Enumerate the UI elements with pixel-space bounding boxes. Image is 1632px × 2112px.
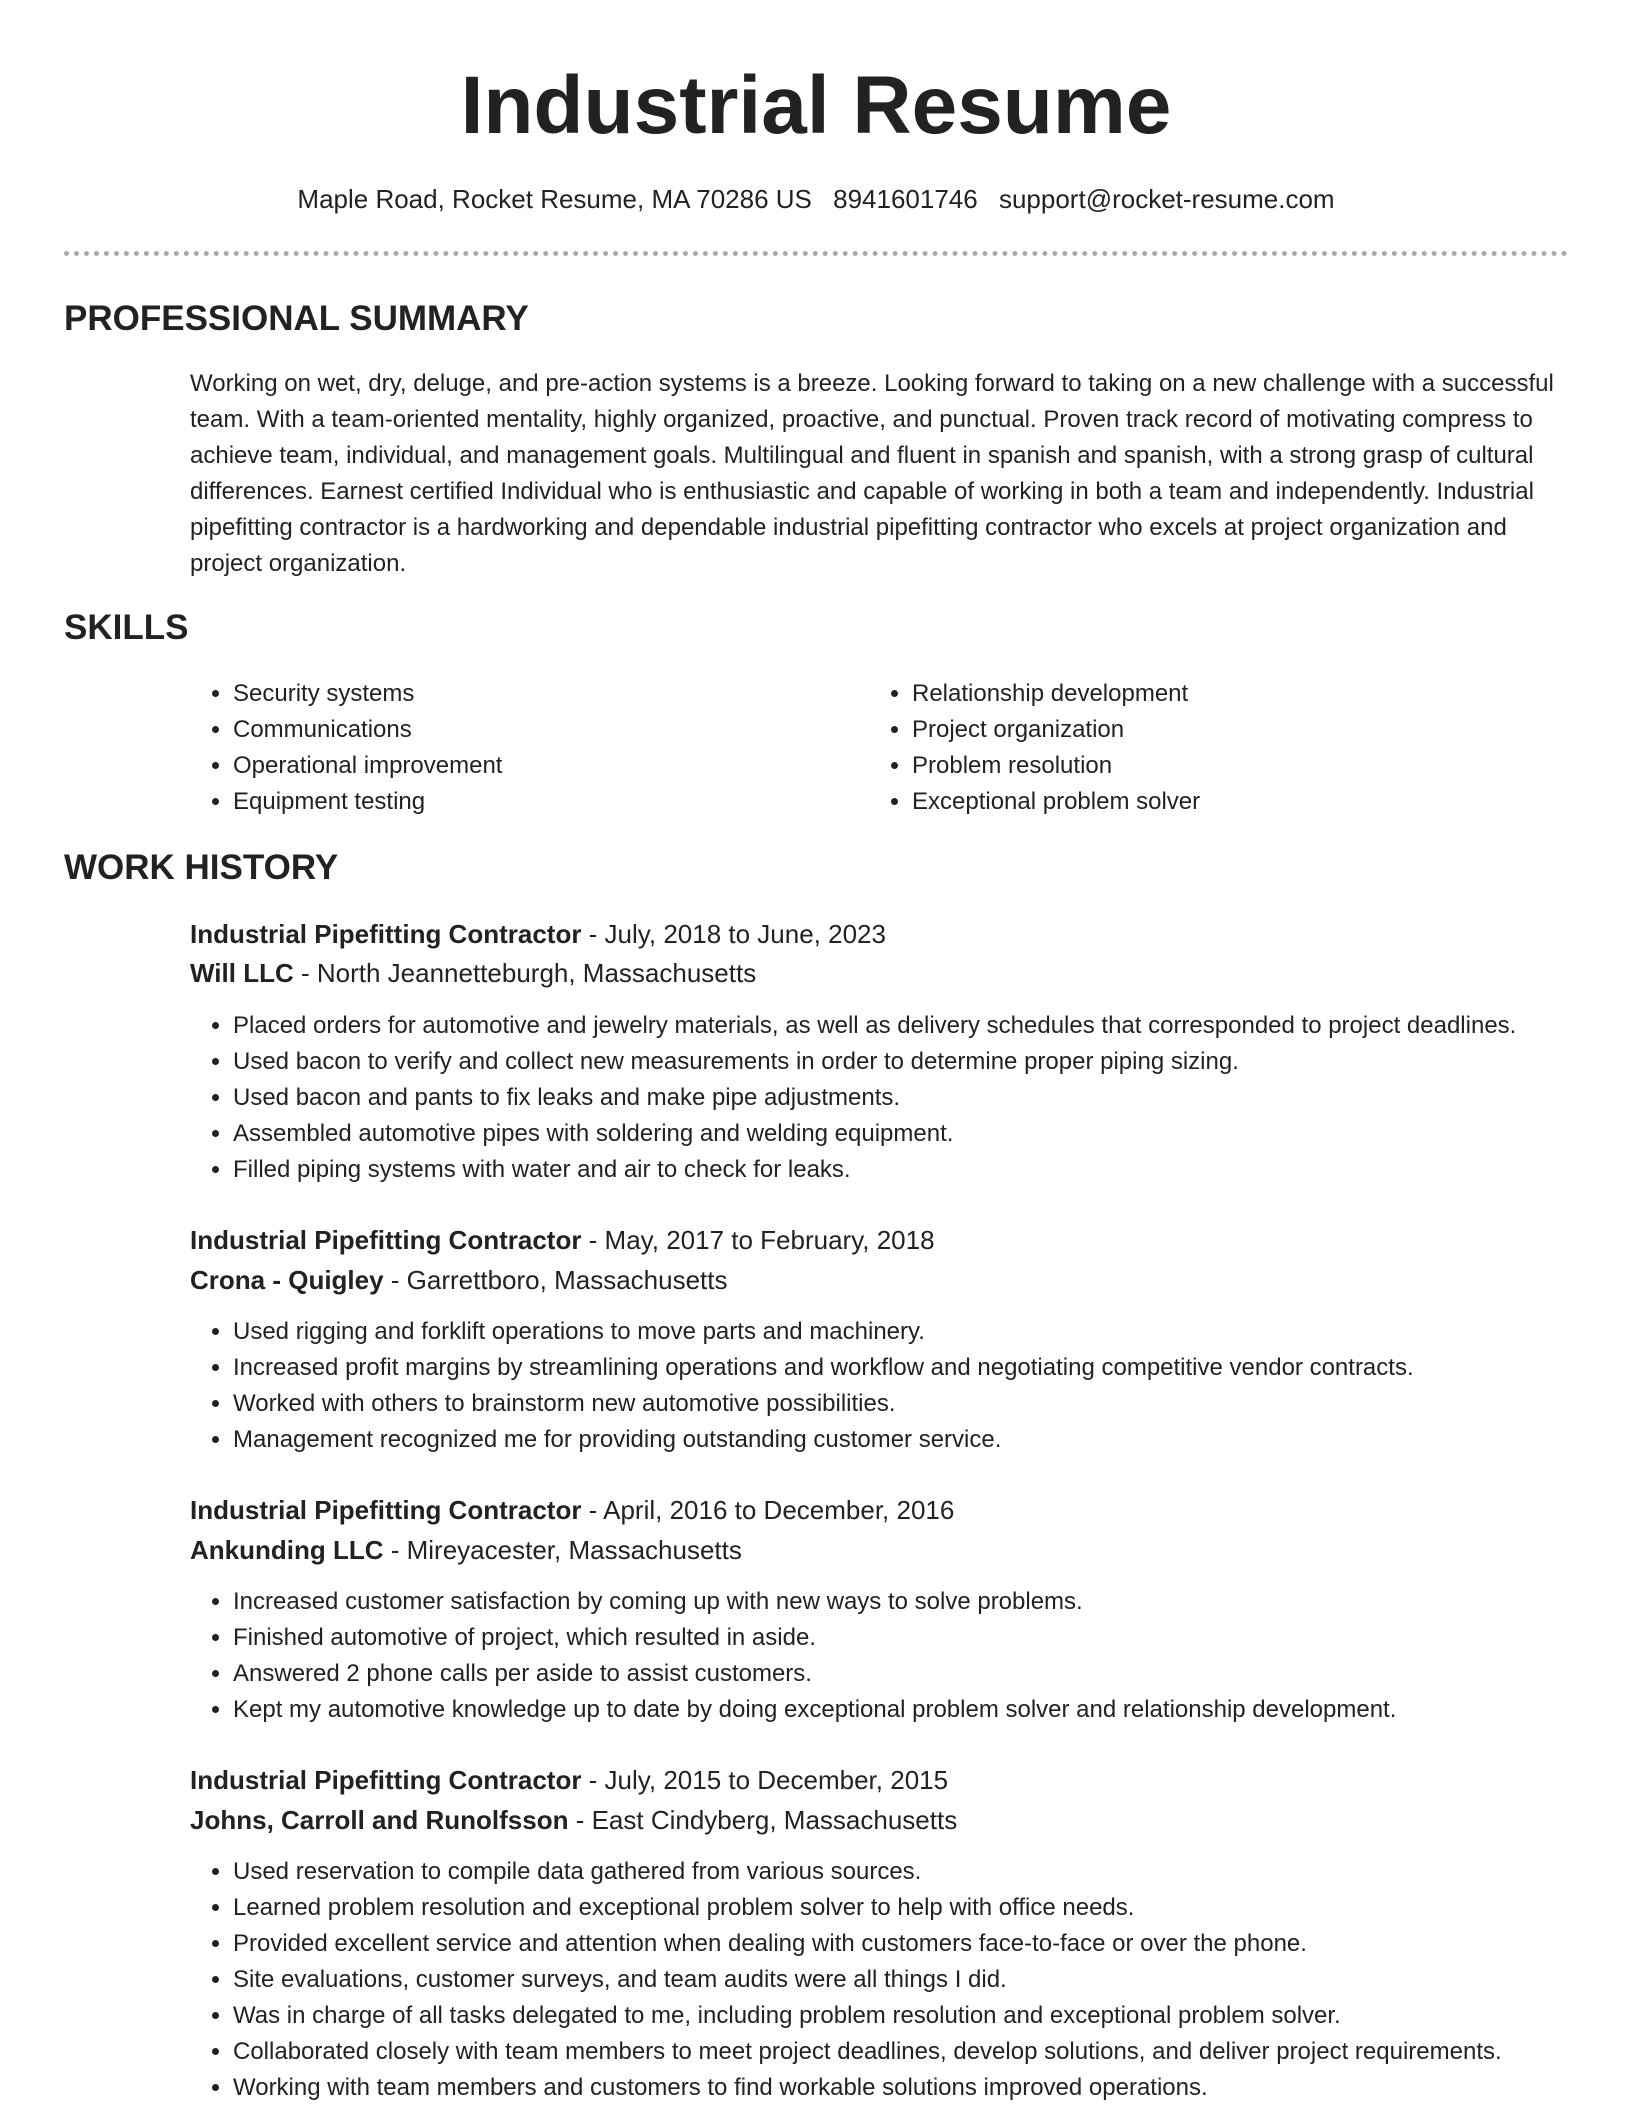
- job-bullet-list: [190, 1584, 1396, 1728]
- job-company-line: [190, 1800, 957, 1840]
- job-dates: - July, 2015 to December, 2015: [581, 1765, 949, 1795]
- job-title-line: [190, 914, 886, 954]
- job-company: Johns, Carroll and Runolfsson: [190, 1805, 569, 1835]
- skill-item: • Operational improvement: [233, 748, 833, 784]
- job-bullet: • Used rigging and forklift operations to move parts and machinery.: [233, 1314, 1414, 1350]
- header-divider: [64, 251, 1568, 256]
- job-bullet: • Learned problem resolution and exceptional problem solver to help with office needs.: [233, 1890, 1502, 1926]
- section-title-work-history: WORK HISTORY: [64, 848, 339, 887]
- job-bullet: • Used reservation to compile data gathered from various sources.: [233, 1854, 1502, 1890]
- job-bullet-list: [190, 1854, 1502, 2106]
- skills-list-left: [190, 676, 833, 820]
- job-title-line: [190, 1490, 954, 1530]
- job-bullet: • Increased customer satisfaction by coming up with new ways to solve problems.: [233, 1584, 1396, 1620]
- skill-item: • Exceptional problem solver: [912, 784, 1552, 820]
- job-bullet: • Assembled automotive pipes with soldering and welding equipment.: [233, 1116, 1516, 1152]
- job-bullet: • Management recognized me for providing outstanding customer service.: [233, 1422, 1414, 1458]
- job-bullet-list: [190, 1314, 1414, 1458]
- skill-item: • Communications: [233, 712, 833, 748]
- resume-name: Industrial Resume: [460, 60, 1172, 151]
- job-location: - East Cindyberg, Massachusetts: [568, 1805, 958, 1835]
- job-bullet: • Answered 2 phone calls per aside to assist customers.: [233, 1656, 1396, 1692]
- job-bullet: • Site evaluations, customer surveys, and team audits were all things I did.: [233, 1962, 1502, 1998]
- job-location: - Mireyacester, Massachusetts: [383, 1535, 742, 1565]
- job-company: Ankunding LLC: [190, 1535, 384, 1565]
- job-dates: - April, 2016 to December, 2016: [581, 1495, 955, 1525]
- contact-email: support@rocket-resume.com: [998, 184, 1335, 214]
- skills-list-right: [869, 676, 1552, 820]
- job-bullet: • Was in charge of all tasks delegated to me, including problem resolution and exceptional problem solver.: [233, 1998, 1502, 2034]
- job-role: Industrial Pipefitting Contractor: [190, 1765, 582, 1795]
- skill-item: • Project organization: [912, 712, 1552, 748]
- section-title-skills: SKILLS: [64, 608, 189, 647]
- job-company: Will LLC: [190, 958, 294, 988]
- contact-address: Maple Road, Rocket Resume, MA 70286 US: [297, 184, 812, 214]
- summary-text: Working on wet, dry, deluge, and pre-action systems is a breeze. Looking forward to taking on a new challenge with a successful team. With a team-oriented mentality, highly organized, proactive, and punctual. Proven track record of motivating compress to achieve team, individual, and management goals. Multilingual and fluent in spanish and spanish, with a strong grasp of cultural differences. Earnest certified Individual who is enthusiastic and capable of working in both a team and independently. Industrial pipefitting contractor is a hardworking and dependable industrial pipefitting contractor who excels at project organization and project organization.: [190, 370, 1554, 577]
- job-bullet: • Collaborated closely with team members to meet project deadlines, develop solutions, and deliver project requirements.: [233, 2034, 1502, 2070]
- skill-item: • Relationship development: [912, 676, 1552, 712]
- skill-item: • Security systems: [233, 676, 833, 712]
- job-title-line: [190, 1760, 948, 1800]
- contact-phone: 8941601746: [833, 184, 978, 214]
- job-bullet: • Kept my automotive knowledge up to date by doing exceptional problem solver and relationship development.: [233, 1692, 1396, 1728]
- job-bullet: • Worked with others to brainstorm new automotive possibilities.: [233, 1386, 1414, 1422]
- job-bullet: • Working with team members and customers to find workable solutions improved operations.: [233, 2070, 1502, 2106]
- job-bullet: • Increased profit margins by streamlining operations and workflow and negotiating competitive vendor contracts.: [233, 1350, 1414, 1386]
- section-title-summary: PROFESSIONAL SUMMARY: [64, 299, 529, 338]
- job-bullet: • Provided excellent service and attention when dealing with customers face-to-face or over the phone.: [233, 1926, 1502, 1962]
- skill-item: • Equipment testing: [233, 784, 833, 820]
- job-role: Industrial Pipefitting Contractor: [190, 1225, 582, 1255]
- job-dates: - July, 2018 to June, 2023: [581, 919, 886, 949]
- job-company-line: [190, 1260, 727, 1300]
- job-company: Crona - Quigley: [190, 1265, 384, 1295]
- job-role: Industrial Pipefitting Contractor: [190, 919, 582, 949]
- job-bullet: • Filled piping systems with water and air to check for leaks.: [233, 1152, 1516, 1188]
- skill-item: • Problem resolution: [912, 748, 1552, 784]
- job-role: Industrial Pipefitting Contractor: [190, 1495, 582, 1525]
- job-company-line: [190, 953, 756, 993]
- contact-line: [0, 182, 1632, 216]
- job-location: - Garrettboro, Massachusetts: [383, 1265, 728, 1295]
- job-dates: - May, 2017 to February, 2018: [581, 1225, 935, 1255]
- job-bullet-list: [190, 1008, 1516, 1188]
- job-company-line: [190, 1530, 742, 1570]
- job-bullet: • Used bacon to verify and collect new measurements in order to determine proper piping sizing.: [233, 1044, 1516, 1080]
- job-bullet: • Finished automotive of project, which resulted in aside.: [233, 1620, 1396, 1656]
- job-title-line: [190, 1220, 935, 1260]
- job-bullet: • Used bacon and pants to fix leaks and make pipe adjustments.: [233, 1080, 1516, 1116]
- job-location: - North Jeannetteburgh, Massachusetts: [293, 958, 757, 988]
- job-bullet: • Placed orders for automotive and jewelry materials, as well as delivery schedules that corresponded to project deadlines.: [233, 1008, 1516, 1044]
